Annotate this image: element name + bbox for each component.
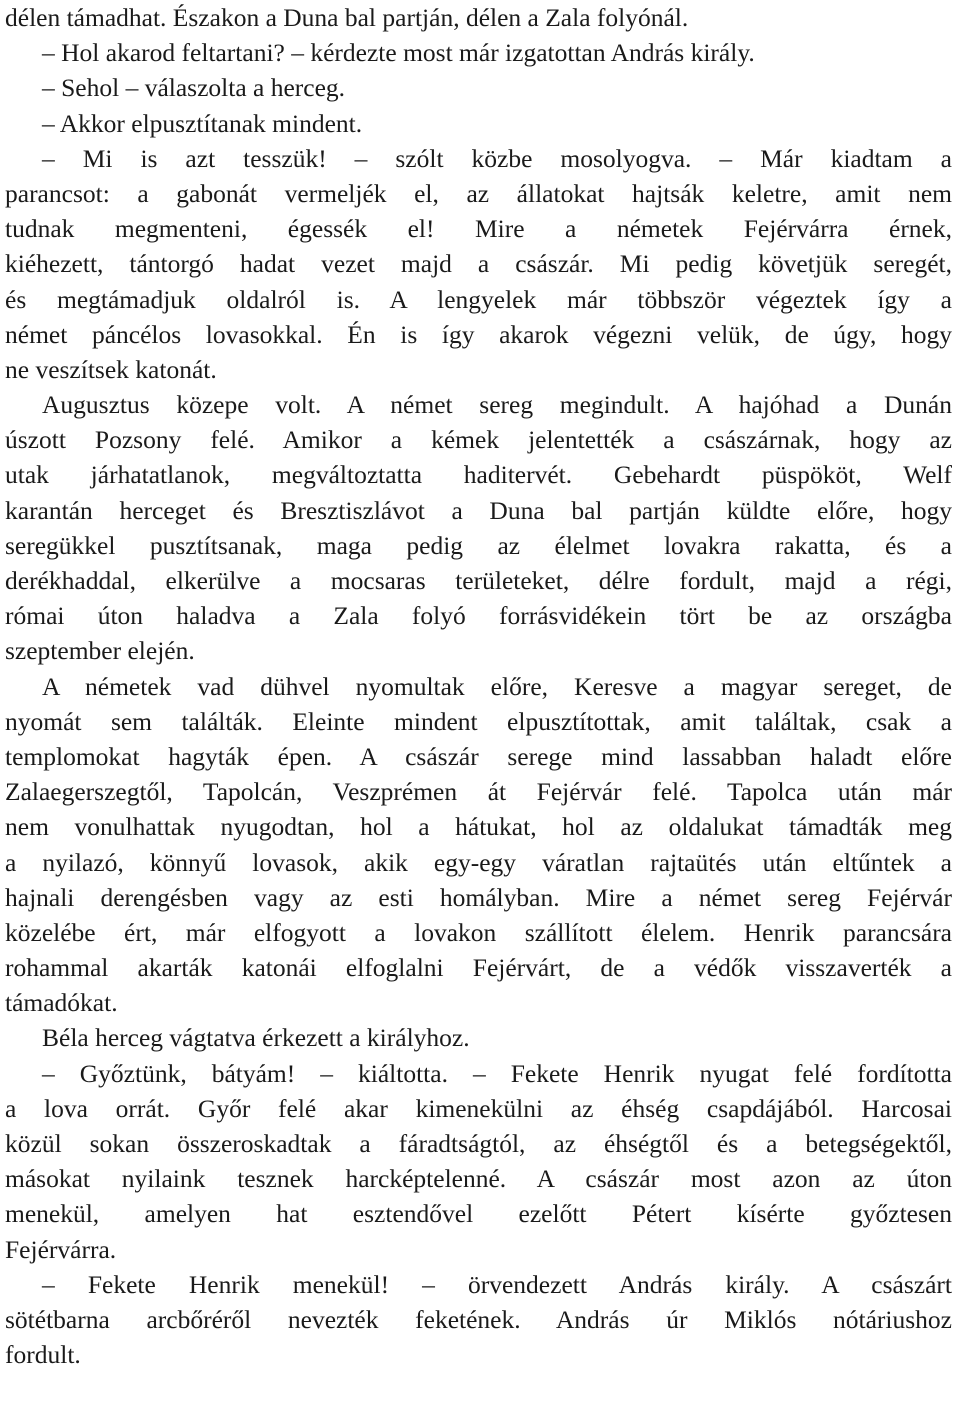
text-line: utak járhatatlanok, megváltoztatta haditervét. Gebehardt püspököt, Welf [5,460,952,490]
text-line: közül sokan összeroskadtak a fáradtságtól, az éhségtől és a betegségektől, [5,1129,952,1158]
text-line: római úton haladva a Zala folyó forrásvidékein tört be az országba [5,601,952,631]
text-line: Zalaegerszegtől, Tapolcán, Veszprémen át Fejérvár felé. Tapolca után már [5,777,952,807]
text-line: Béla herceg vágtatva érkezett a királyhoz. [42,1023,470,1053]
text-line: nem vonulhattak nyugodtan, hol a hátukat, hol az oldalukat támadták meg [5,812,952,842]
text-line: és megtámadjuk oldalról is. A lengyelek már többször végeztek így a [5,284,952,314]
text-line: seregükkel pusztítsanak, maga pedig az élelmet lovakra rakatta, és a [5,530,952,560]
text-line: ne veszítsek katonát. [5,354,217,384]
text-line: másokat nyilaink tesznek harcképtelenné. A császár most azon az úton [5,1164,952,1194]
text-line: közelébe ért, már elfogyott a lovakon szállított élelem. Henrik parancsára [5,917,952,947]
text-line: – Mi is azt tesszük! – szólt közbe mosolyogva. – Már kiadtam a [42,143,952,173]
text-line: templomokat hagyták épen. A császár serege mind lassabban haladt előre [5,741,952,771]
text-line: Augusztus közepe volt. A német sereg megindult. A hajóhad a Dunán [42,390,952,420]
text-line: – Győztünk, bátyám! – kiáltotta. – Fekete Henrik nyugat felé fordította [42,1058,952,1088]
text-line: támadókat. [5,988,118,1018]
text-line: – Akkor elpusztítanak mindent. [42,108,363,138]
text-line: német páncélos lovasokkal. Én is így akarok végezni velük, de úgy, hogy [5,319,952,349]
text-line: nyomát sem találták. Eleinte mindent elpusztítottak, amit találtak, csak a [5,706,952,736]
text-line: fordult. [5,1340,81,1370]
text-line: parancsot: a gabonát vermeljék el, az állatokat hajtsák keletre, amit nem [5,178,952,208]
text-line: hajnali derengésben vagy az esti homályban. Mire a német sereg Fejérvár [5,882,952,912]
text-line: derékhaddal, elkerülve a mocsaras területeket, délre fordult, majd a régi, [5,566,952,595]
text-line: szeptember elején. [5,636,195,666]
text-line: – Hol akarod feltartani? – kérdezte most már izgatottan András király. [42,38,755,68]
text-line: úszott Pozsony felé. Amikor a kémek jelentették a császárnak, hogy az [5,425,952,455]
text-line: sötétbarna arcbőréről nevezték feketének. András úr Miklós nótáriushoz [5,1304,952,1334]
text-line: tudnak megmenteni, égessék el! Mire a németek Fejérvárra érnek, [5,214,952,244]
text-line: – Fekete Henrik menekül! – örvendezett András király. A császárt [42,1269,952,1299]
text-line: rohammal akarták katonái elfoglalni Fejérvárt, de a védők visszaverték a [5,953,952,983]
text-line: délen támadhat. Északon a Duna bal partján, délen a Zala folyónál. [5,3,689,32]
text-line: kiéhezett, tántorgó hadat vezet majd a császár. Mi pedig követjük seregét, [5,249,952,279]
text-line: a nyilazó, könnyű lovasok, akik egy-egy váratlan rajtaütés után eltűntek a [5,847,952,877]
text-line: karantán herceget és Bresztiszlávot a Duna bal partján küldte előre, hogy [5,495,952,525]
text-line: menekül, amelyen hat esztendővel ezelőtt Pétert kísérte győztesen [5,1199,952,1229]
text-line: A németek vad dühvel nyomultak előre, Keresve a magyar sereget, de [42,671,952,701]
text-line: a lova orrát. Győr felé akar kimenekülni az éhség csapdájából. Harcosai [5,1093,952,1123]
text-line: Fejérvárra. [5,1234,117,1264]
text-line: – Sehol – válaszolta a herceg. [42,73,346,103]
